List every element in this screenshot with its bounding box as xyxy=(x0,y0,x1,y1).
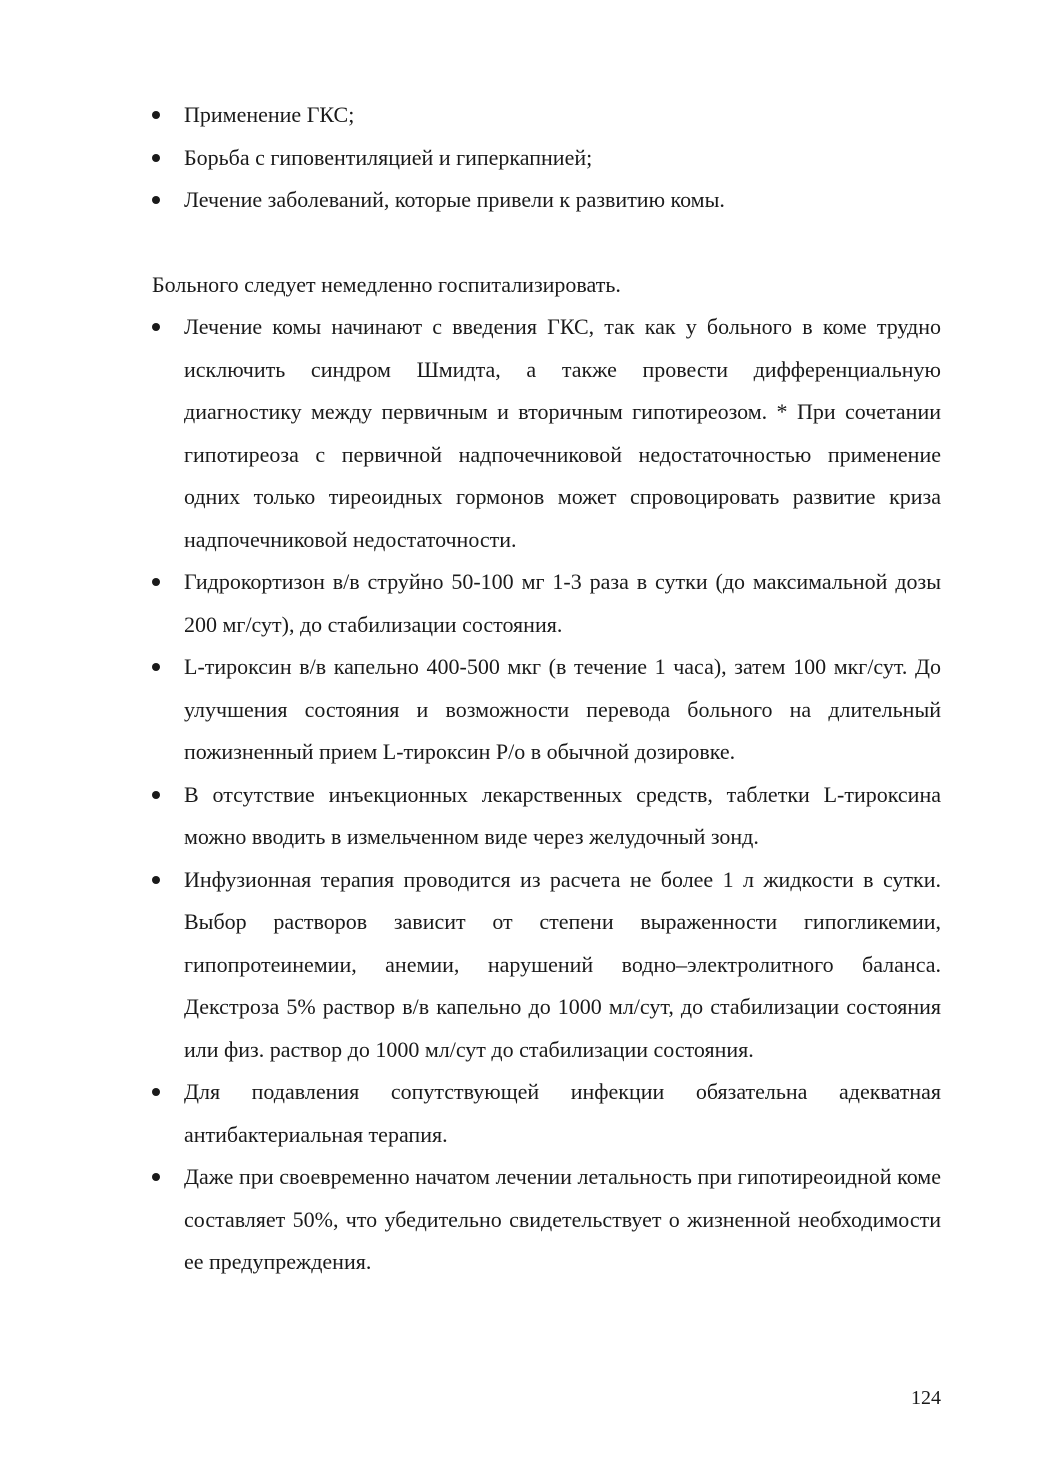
list-item xyxy=(152,137,941,180)
list-item xyxy=(152,774,941,859)
list-item xyxy=(152,179,941,222)
bullet-icon xyxy=(152,578,160,586)
list-item xyxy=(152,859,941,1072)
bullet-icon xyxy=(152,111,160,119)
list-item-text: Для подавления сопутствующей инфекции обязательна адекватная антибактериальная терапия. xyxy=(184,1079,941,1147)
bullet-icon xyxy=(152,791,160,799)
list-item xyxy=(152,1156,941,1284)
list-item xyxy=(152,561,941,646)
bullet-icon xyxy=(152,876,160,884)
bullet-icon xyxy=(152,154,160,162)
list-item xyxy=(152,646,941,774)
bullet-list-measures xyxy=(152,94,941,222)
bullet-icon xyxy=(152,1088,160,1096)
list-item xyxy=(152,1071,941,1156)
list-item-text: L-тироксин в/в капельно 400-500 мкг (в течение 1 часа), затем 100 мкг/сут. До улучшения состояния и возможности перевода больного на длительный пожизненный прием L-тироксин Р/о в обычной дозировке. xyxy=(184,654,941,764)
bullet-icon xyxy=(152,1173,160,1181)
bullet-icon xyxy=(152,323,160,331)
hospitalization-paragraph: Больного следует немедленно госпитализировать. xyxy=(152,271,621,297)
bullet-list-treatment xyxy=(152,306,941,1284)
list-item-text: Применение ГКС; xyxy=(184,102,355,127)
bullet-icon xyxy=(152,663,160,671)
list-item-text: В отсутствие инъекционных лекарственных средств, таблетки L-тироксина можно вводить в измельченном виде через желудочный зонд. xyxy=(184,781,941,849)
bullet-icon xyxy=(152,196,160,204)
page-number: 124 xyxy=(911,1387,941,1409)
list-item-text: Борьба с гиповентиляцией и гиперкапнией; xyxy=(184,144,593,170)
list-item-text: Инфузионная терапия проводится из расчета не более 1 л жидкости в сутки. Выбор растворов зависит от степени выраженности гипогликемии, гипопротеинемии, анемии, нарушений водно–электролитного баланса. Декстроза 5% раствор в/в капельно до 1000 мл/сут, до стабилизации состояния или физ. раствор до 1000 мл/сут до стабилизации состояния. xyxy=(184,866,941,1062)
list-item xyxy=(152,94,941,137)
list-item-text: Лечение комы начинают с введения ГКС, так как у больного в коме трудно исключить синдром Шмидта, а также провести дифференциальную диагностику между первичным и вторичным гипотиреозом. * При сочетании гипотиреоза с первичной надпочечниковой недостаточностью применение одних только тиреоидных гормонов может спровоцировать развитие криза надпочечниковой недостаточности. xyxy=(184,314,941,552)
document-page xyxy=(152,94,941,1284)
list-item-text: Лечение заболеваний, которые привели к развитию комы. xyxy=(184,187,725,212)
list-item xyxy=(152,306,941,561)
list-item-text: Даже при своевременно начатом лечении летальность при гипотиреоидной коме составляет 50%, что убедительно свидетельствует о жизненной необходимости ее предупреждения. xyxy=(184,1164,941,1274)
list-item-text: Гидрокортизон в/в струйно 50-100 мг 1-3 раза в сутки (до максимальной дозы 200 мг/сут), до стабилизации состояния. xyxy=(184,569,941,637)
